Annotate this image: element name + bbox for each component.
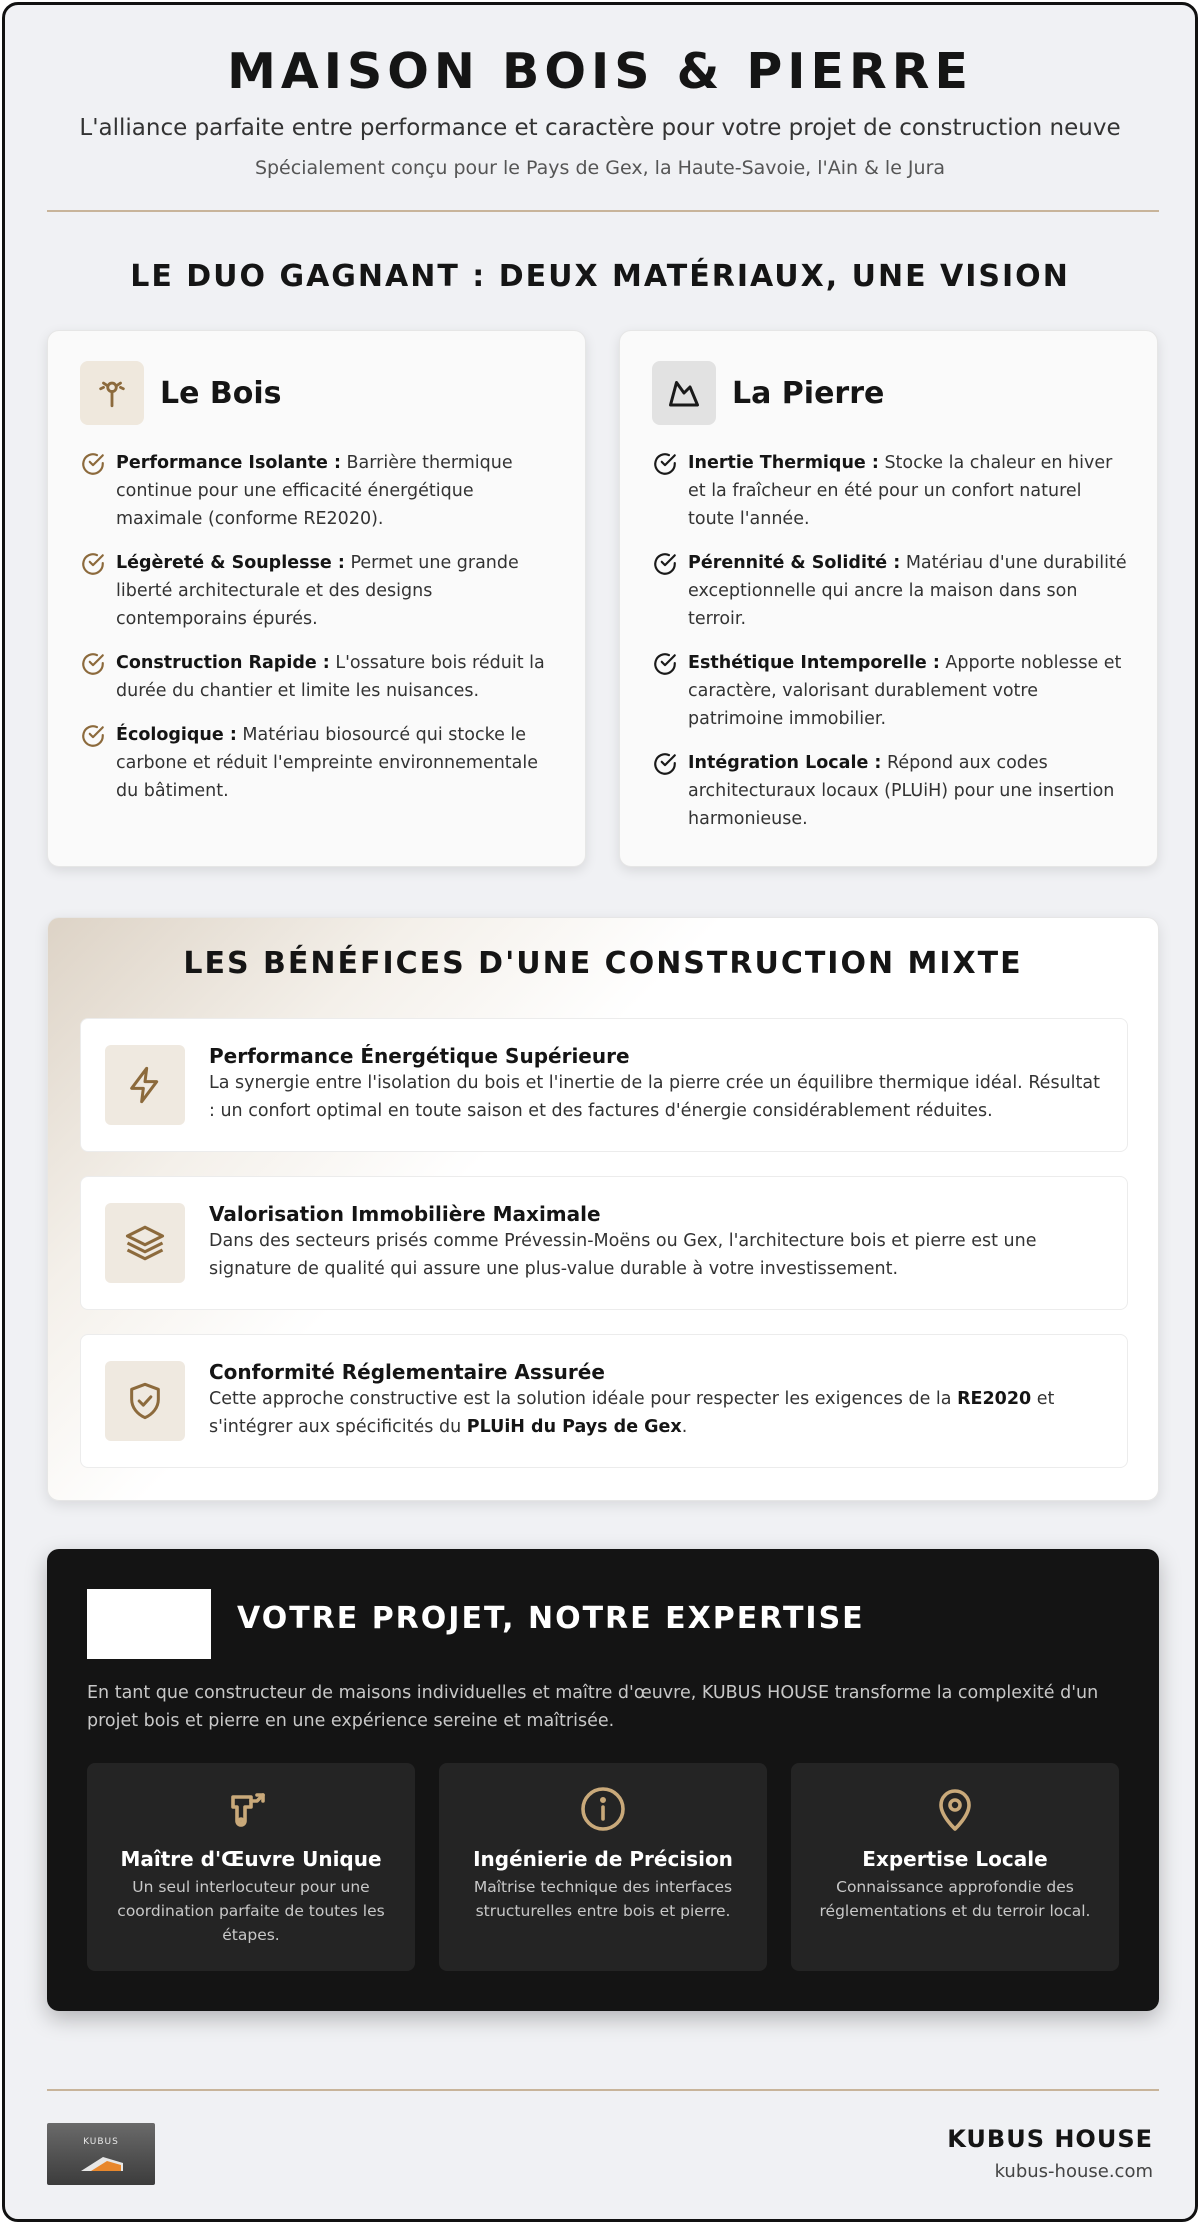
feature-text (688, 449, 1132, 533)
stone-card-title: La Pierre (732, 375, 885, 411)
feature-item (80, 549, 560, 633)
footer-logo-text: KUBUS (83, 2137, 119, 2147)
feature-text (116, 449, 560, 533)
expertise-card-text: Connaissance approfondie des réglementations et du terroir local. (819, 1878, 1091, 1920)
mountain-icon (652, 361, 716, 425)
company-logo-placeholder (87, 1589, 211, 1659)
feature-label: Construction Rapide : (116, 653, 330, 673)
company-name: KUBUS HOUSE (947, 2125, 1153, 2153)
benefit-title: Valorisation Immobilière Maximale (209, 1202, 601, 1226)
footer-brand (947, 2125, 1153, 2182)
stone-card (619, 330, 1158, 867)
feature-label: Intégration Locale : (688, 753, 882, 773)
expertise-intro: En tant que constructeur de maisons individuelles et maître d'œuvre, KUBUS HOUSE transforme la complexité d'un projet bois et pierre en une expérience sereine et maîtrisée. (87, 1683, 1099, 1731)
expertise-card (439, 1763, 767, 1971)
benefits-panel (47, 917, 1159, 1501)
expertise-panel (47, 1549, 1159, 2011)
feature-label: Esthétique Intemporelle : (688, 653, 940, 673)
check-circle-icon (652, 751, 678, 777)
feature-item (652, 649, 1132, 733)
benefit-text: Dans des secteurs prisés comme Prévessin-Moëns ou Gex, l'architecture bois et pierre est une signature de qualité qui assure une plus-value durable à votre investissement. (209, 1231, 1037, 1279)
benefit-text-part: . (681, 1417, 688, 1437)
header (5, 41, 1195, 181)
feature-description: Barrière thermique continue pour une efficacité énergétique maximale (conforme RE2020). (116, 453, 513, 529)
footer-logo (47, 2123, 155, 2185)
check-circle-icon (80, 723, 106, 749)
feature-label: Performance Isolante : (116, 453, 341, 473)
check-circle-icon (652, 551, 678, 577)
benefit-text-part: Cette approche constructive est la solution idéale pour respecter les exigences de la (209, 1389, 958, 1409)
feature-description: Apporte noblesse et caractère, valorisant durablement votre patrimoine immobilier. (688, 653, 1122, 729)
stone-feature-list (652, 449, 1132, 849)
wood-card-title: Le Bois (160, 375, 282, 411)
feature-text (116, 721, 560, 805)
benefit-text-emphasis: PLUiH du Pays de Gex (466, 1417, 682, 1437)
expertise-card-title: Expertise Locale (862, 1847, 1048, 1871)
feature-item (652, 549, 1132, 633)
check-circle-icon (80, 451, 106, 477)
check-circle-icon (80, 651, 106, 677)
feature-label: Inertie Thermique : (688, 453, 879, 473)
feature-description: Permet une grande liberté architecturale et des designs contemporains épurés. (116, 553, 519, 629)
map-pin-icon (931, 1785, 979, 1833)
benefit-text-part: et s'intégrer aux spécificités du (209, 1389, 1055, 1437)
feature-text (116, 549, 560, 633)
feature-text (116, 649, 560, 705)
benefit-title: Conformité Réglementaire Assurée (209, 1360, 605, 1384)
feature-text (688, 549, 1132, 633)
benefit-item (80, 1018, 1128, 1152)
feature-item (80, 721, 560, 805)
benefits-title: LES BÉNÉFICES D'UNE CONSTRUCTION MIXTE (183, 946, 1023, 981)
check-circle-icon (652, 451, 678, 477)
expertise-card (791, 1763, 1119, 1971)
feature-label: Écologique : (116, 725, 237, 745)
feature-text (688, 749, 1132, 833)
header-divider (47, 210, 1159, 212)
expertise-title: VOTRE PROJET, NOTRE EXPERTISE (237, 1601, 865, 1636)
wood-icon (80, 361, 144, 425)
feature-item (80, 649, 560, 705)
layers-icon (105, 1203, 185, 1283)
benefit-item (80, 1334, 1128, 1468)
feature-description: Répond aux codes architecturaux locaux (PLUiH) pour une insertion harmonieuse. (688, 753, 1115, 829)
company-url[interactable]: kubus-house.com (994, 2161, 1153, 2182)
expertise-card-title: Maître d'Œuvre Unique (120, 1847, 382, 1871)
check-circle-icon (80, 551, 106, 577)
page-subtitle: L'alliance parfaite entre performance et caractère pour votre projet de construction neuve (79, 115, 1121, 141)
feature-item (652, 749, 1132, 833)
feature-item (652, 449, 1132, 533)
feature-label: Légèreté & Souplesse : (116, 553, 345, 573)
page-title: MAISON BOIS & PIERRE (227, 43, 973, 100)
handshake-icon (227, 1785, 275, 1833)
footer-divider (47, 2089, 1159, 2091)
wood-card (47, 330, 586, 867)
feature-label: Pérennité & Solidité : (688, 553, 901, 573)
benefit-text: La synergie entre l'isolation du bois et l'inertie de la pierre crée un équilibre thermique idéal. Résultat : un confort optimal en toute saison et des factures d'énergie considérablement réduites. (209, 1073, 1100, 1121)
info-icon (579, 1785, 627, 1833)
feature-description: L'ossature bois réduit la durée du chantier et limite les nuisances. (116, 653, 545, 701)
benefit-title: Performance Énergétique Supérieure (209, 1044, 630, 1068)
feature-description: Matériau biosourcé qui stocke le carbone et réduit l'empreinte environnementale du bâtiment. (116, 725, 539, 801)
benefit-text (209, 1385, 1109, 1441)
expertise-card-text: Un seul interlocuteur pour une coordination parfaite de toutes les étapes. (117, 1878, 385, 1944)
lightning-icon (105, 1045, 185, 1125)
expertise-card (87, 1763, 415, 1971)
duo-section-title: LE DUO GAGNANT : DEUX MATÉRIAUX, UNE VISION (130, 259, 1070, 294)
expertise-card-text: Maîtrise technique des interfaces structurelles entre bois et pierre. (473, 1878, 733, 1920)
feature-description: Stocke la chaleur en hiver et la fraîcheur en été pour un confort naturel toute l'année. (688, 453, 1113, 529)
benefit-item (80, 1176, 1128, 1310)
feature-item (80, 449, 560, 533)
infographic-frame (2, 2, 1198, 2222)
expertise-card-title: Ingénierie de Précision (473, 1847, 733, 1871)
feature-description: Matériau d'une durabilité exceptionnelle qui ancre la maison dans son terroir. (688, 553, 1127, 629)
wood-feature-list (80, 449, 560, 821)
feature-text (688, 649, 1132, 733)
shield-check-icon (105, 1361, 185, 1441)
check-circle-icon (652, 651, 678, 677)
page-tagline: Spécialement conçu pour le Pays de Gex, la Haute-Savoie, l'Ain & le Jura (254, 157, 946, 179)
benefit-text-emphasis: RE2020 (957, 1389, 1032, 1409)
